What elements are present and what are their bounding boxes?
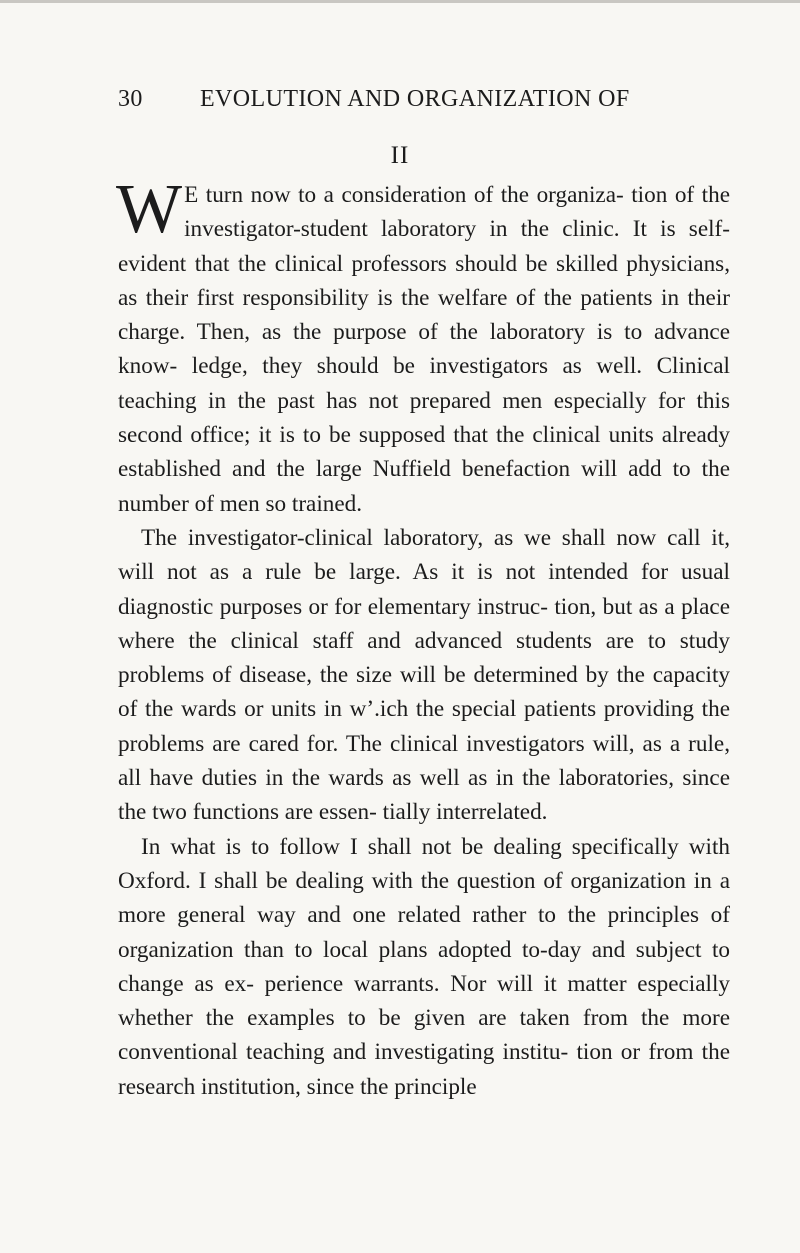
- running-head: [118, 86, 678, 116]
- paragraph-1-text: E turn now to a consideration of the organiza- tion of the investigator-student laboratory in the clinic. It is self-evident that the clinical professors should be skilled physicians, as their first responsibility is the welfare of the patients in their charge. Then, as the purpose of the laboratory is to advance know- ledge, they should be investigators as well. Clinical teaching in the past has not prepared men especially for this second office; it is to be supposed that the clinical units already established and the large Nuffield benefaction will add to the number of men so trained.: [118, 182, 730, 517]
- page-top-edge: [0, 0, 800, 3]
- running-head-title: EVOLUTION AND ORGANIZATION OF: [200, 86, 630, 112]
- drop-cap: W: [116, 171, 183, 248]
- body-text: [116, 171, 730, 1104]
- paragraph-2: The investigator-clinical laboratory, as we shall now call it, will not as a rule be large. As it is not intended for usual diagnostic purposes or for elementary instruc- tion, but as a place where the clinical staff and advanced students are to study problems of disease, the size will be determined by the capacity of the wards or units in wʼ.ich the special patients providing the problems are cared for. The clinical investigators will, as a rule, all have duties in the wards as well as in the laboratories, since the two functions are essen- tially interrelated.: [118, 524, 730, 826]
- page-number: 30: [118, 86, 143, 112]
- section-number: II: [390, 142, 410, 169]
- paragraph-1: [116, 171, 730, 521]
- paragraph-3: In what is to follow I shall not be dealing specifically with Oxford. I shall be dealing with the question of organization in a more general way and one related rather to the principles of organization than to local plans adopted to-day and subject to change as ex- perience warrants. Nor will it matter especially whether the examples to be given are taken from the more conventional teaching and investigating institu- tion or from the research institution, since the principle: [118, 833, 730, 1100]
